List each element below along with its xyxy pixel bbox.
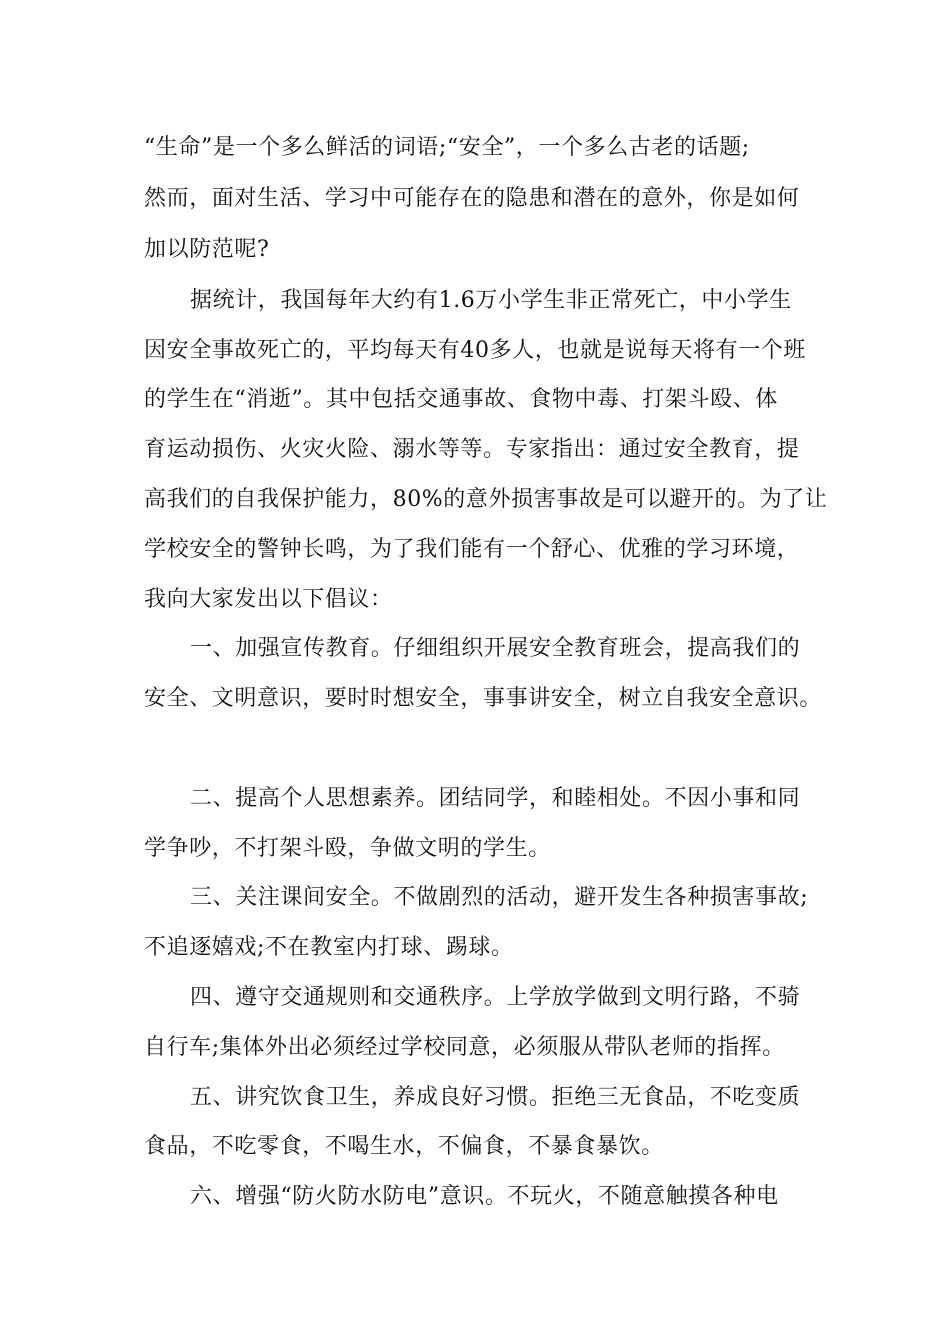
text-line: 五、讲究饮食卫生，养成良好习惯。拒绝三无食品，不吃变质 bbox=[190, 1085, 801, 1110]
text-line: 因安全事故死亡的，平均每天有40多人，也就是说每天将有一个班 bbox=[144, 338, 806, 363]
text-line: 不追逐嬉戏;不在教室内打球、踢球。 bbox=[144, 935, 514, 960]
text-line: 加以防范呢? bbox=[144, 237, 270, 262]
text-line: 四、遵守交通规则和交通秩序。上学放学做到文明行路，不骑 bbox=[190, 985, 801, 1010]
text-line: “生命”是一个多么鲜活的词语;“安全”，一个多么古老的话题; bbox=[144, 135, 750, 160]
text-line: 六、增强“防火防水防电”意识。不玩火，不随意触摸各种电 bbox=[190, 1184, 779, 1209]
text-line: 学争吵，不打架斗殴，争做文明的学生。 bbox=[144, 836, 551, 861]
text-line: 我向大家发出以下倡议： bbox=[144, 587, 393, 612]
text-line: 育运动损伤、火灾火险、溺水等等。专家指出：通过安全教育，提 bbox=[144, 437, 800, 462]
text-line: 的学生在“消逝”。其中包括交通事故、食物中毒、打架斗殴、体 bbox=[144, 387, 778, 412]
text-line: 二、提高个人思想素养。团结同学，和睦相处。不因小事和同 bbox=[190, 786, 801, 811]
text-line: 食品，不吃零食，不喝生水，不偏食，不暴食暴饮。 bbox=[144, 1134, 664, 1159]
text-line: 高我们的自我保护能力，80%的意外损害事故是可以避开的。为了让 bbox=[144, 487, 828, 512]
text-line: 安全、文明意识，要时时想安全，事事讲安全，树立自我安全意识。 bbox=[144, 686, 823, 711]
text-line: 三、关注课间安全。不做剧烈的活动，避开发生各种损害事故; bbox=[190, 885, 809, 910]
text-line: 据统计，我国每年大约有1.6万小学生非正常死亡，中小学生 bbox=[190, 288, 792, 313]
text-line: 一、加强宣传教育。仔细组织开展安全教育班会，提高我们的 bbox=[190, 636, 801, 661]
text-line: 自行车;集体外出必须经过学校同意，必须服从带队老师的指挥。 bbox=[144, 1035, 785, 1060]
text-line: 学校安全的警钟长鸣，为了我们能有一个舒心、优雅的学习环境， bbox=[144, 537, 800, 562]
text-line: 然而，面对生活、学习中可能存在的隐患和潜在的意外，你是如何 bbox=[144, 186, 800, 211]
